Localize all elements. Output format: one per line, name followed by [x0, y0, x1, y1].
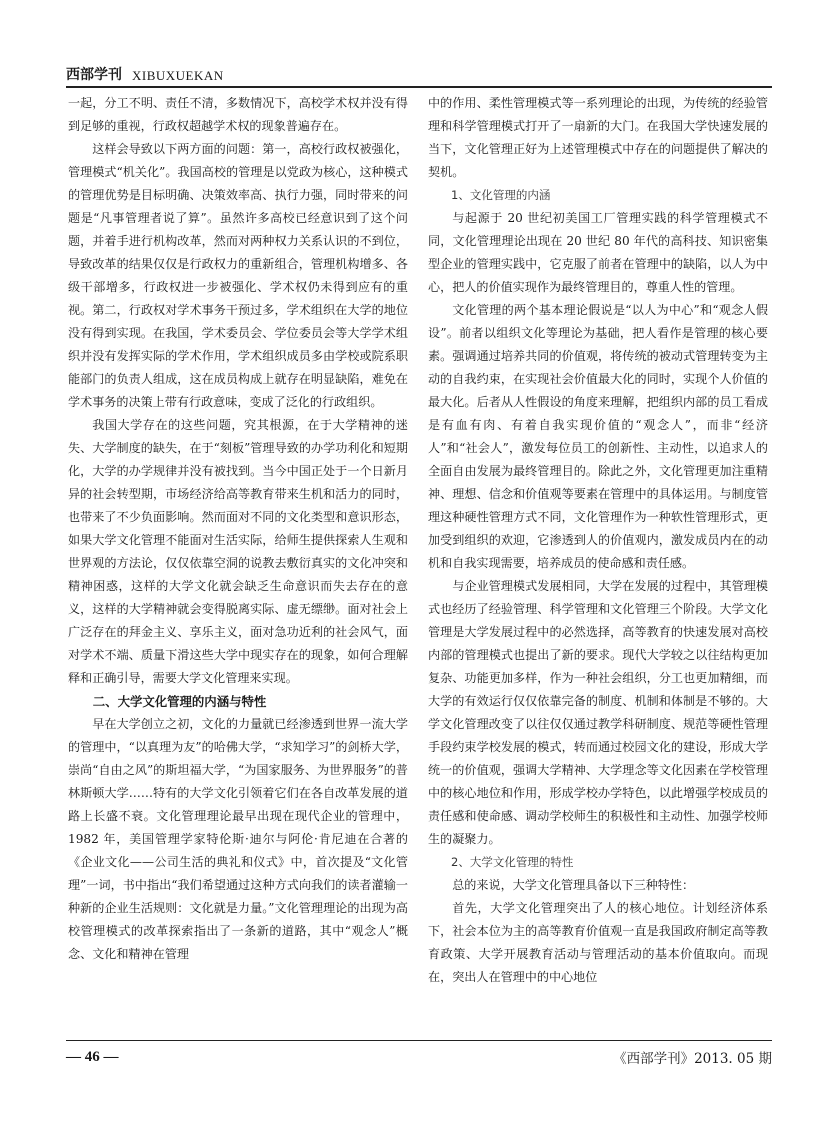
paragraph: 与起源于 20 世纪初美国工厂管理实践的科学管理模式不同，文化管理理论出现在 20 世纪 80 年代的高科技、知识密集型企业的管理实践中，它克服了前者在管理中的缺陷，以人为中心，把人的价值实现作为最终管理目的，尊重人性的管理。	[428, 211, 768, 294]
section-heading: 二、大学文化管理的内涵与特性	[92, 694, 267, 709]
right-column	[428, 92, 768, 1020]
paragraph: 这样会导致以下两方面的问题：第一，高校行政权被强化，管理模式“机关化”。我国高校的管理是以党政为核心，这种模式的管理优势是目标明确、决策效率高、执行力强，同时带来的问题是“凡事管理者说了算”。虽然许多高校已经意识到了这个问题，并着手进行机构改革，然而对两种权力关系认识的不到位，导致改革的结果仅仅是行政权力的重新组合，管理机构增多、各级干部增多，行政权进一步被强化、学术权仍未得到应有的重视。第二，行政权对学术事务干预过多，学术组织在大学的地位没有得到实现。在我国，学术委员会、学位委员会等大学学术组织并没有发挥实际的学术作用，学术组织成员多由学校或院系职能部门的负责人组成，这在成员构成上就存在明显缺陷，难免在学术事务的决策上带有行政意味，变成了泛化的行政组织。	[68, 142, 408, 409]
journal-title: 西部学刊	[66, 67, 122, 83]
paragraph: 与企业管理模式发展相同，大学在发展的过程中，其管理模式也经历了经验管理、科学管理和文化管理三个阶段。大学文化管理是大学发展过程中的必然选择，高等教育的快速发展对高校内部的管理模式也提出了新的要求。现代大学较之以往结构更加复杂、功能更加多样，作为一种社会组织，分工也更加精细，而大学的有效运行仅仅依靠完备的制度、机制和体制是不够的。大学文化管理改变了以往仅仅通过教学科研制度、规范等硬性管理手段约束学校发展的模式，转而通过校园文化的建设，形成大学统一的价值观，强调大学精神、大学理念等文化因素在学校管理中的核心地位和作用，形成学校办学特色，以此增强学校成员的责任感和使命感、调动学校师生的积极性和主动性、加强学校师生的凝聚力。	[428, 579, 768, 846]
running-header	[66, 64, 772, 84]
paragraph: 首先，大学文化管理突出了人的核心地位。计划经济体系下，社会本位为主的高等教育价值观一直是我国政府制定高等教育政策、大学开展教育活动与管理活动的基本价值取向。而现在，突出人在管理中的中心地位	[428, 901, 768, 984]
footer-rule	[66, 1040, 772, 1041]
left-column	[68, 92, 408, 1020]
paragraph: 早在大学创立之初，文化的力量就已经渗透到世界一流大学的管理中，“以真理为友”的哈佛大学，“求知学习”的剑桥大学，崇尚“自由之风”的斯坦福大学，“为国家服务、为世界服务”的普林斯顿大学……特有的大学文化引领着它们在各自改革发展的道路上长盛不衰。文化管理理论最早出现在现代企业的管理中，1982 年，美国管理学家特伦斯·迪尔与阿伦·肯尼迪在合著的《企业文化——公司生活的典礼和仪式》中，首次提及“文化管理”一词，书中指出“我们希望通过这种方式向我们的读者灌输一种新的企业生活规则：文化就是力量。”文化管理理论的出现为高校管理模式的改革探索指出了一条新的道路，其中“观念人”概念、文化和精神在管理	[68, 717, 408, 961]
journal-issue: 《西部学刊》2013. 05 期	[613, 1051, 772, 1067]
paragraph: 总的来说，大学文化管理具备以下三种特性：	[452, 878, 695, 892]
paragraph: 中的作用、柔性管理模式等一系列理论的出现，为传统的经验管理和科学管理模式打开了一扇新的大门。在我国大学快速发展的当下，文化管理正好为上述管理模式中存在的问题提供了解决的契机。	[428, 96, 768, 179]
subsection-heading: 2、大学文化管理的特性	[451, 855, 574, 869]
page-number: — 46 —	[66, 1048, 119, 1065]
header-rule	[66, 86, 772, 88]
paragraph: 一起，分工不明、责任不清，多数情况下，高校学术权并没有得到足够的重视，行政权超越学术权的现象普遍存在。	[68, 96, 408, 133]
page-footer	[66, 1046, 772, 1068]
subsection-heading: 1、文化管理的内涵	[451, 188, 551, 202]
paragraph: 文化管理的两个基本理论假说是“以人为中心”和“观念人假设”。前者以组织文化等理论为基础，把人看作是管理的核心要素。强调通过培养共同的价值观，将传统的被动式管理转变为主动的自我约束，在实现社会价值最大化的同时，实现个人价值的最大化。后者从人性假设的角度来理解，把组织内部的员工看成是有血有肉、有着自我实现价值的“观念人”，而非“经济人”和“社会人”，激发每位员工的创新性、主动性，以追求人的全面自由发展为最终管理目的。除此之外，文化管理更加注重精神、理想、信念和价值观等要素在管理中的具体运用。与制度管理这种硬性管理方式不同，文化管理作为一种软性管理形式，更加受到组织的欢迎，它渗透到人的价值观内，激发成员内在的动机和自我实现需要，培养成员的使命感和责任感。	[428, 303, 768, 570]
paragraph: 我国大学存在的这些问题，究其根源，在于大学精神的迷失、大学制度的缺失，在于“刻板”管理导致的办学功利化和短期化，大学的办学规律并没有被找到。当今中国正处于一个日新月异的社会转型期，市场经济给高等教育带来生机和活力的同时，也带来了不少负面影响。然而面对不同的文化类型和意识形态，如果大学文化管理不能面对生活实际，给师生提供探索人生观和世界观的方法论，仅仅依靠空洞的说教去敷衍真实的文化冲突和精神困惑，这样的大学文化就会缺乏生命意识而失去存在的意义，这样的大学精神就会变得脱离实际、虚无缥缈。面对社会上广泛存在的拜金主义、享乐主义，面对急功近利的社会风气，面对学术不端、质量下滑这些大学中现实存在的现象，如何合理解释和正确引导，需要大学文化管理来实现。	[68, 418, 408, 685]
journal-pinyin: XIBUXUEKAN	[132, 68, 224, 83]
